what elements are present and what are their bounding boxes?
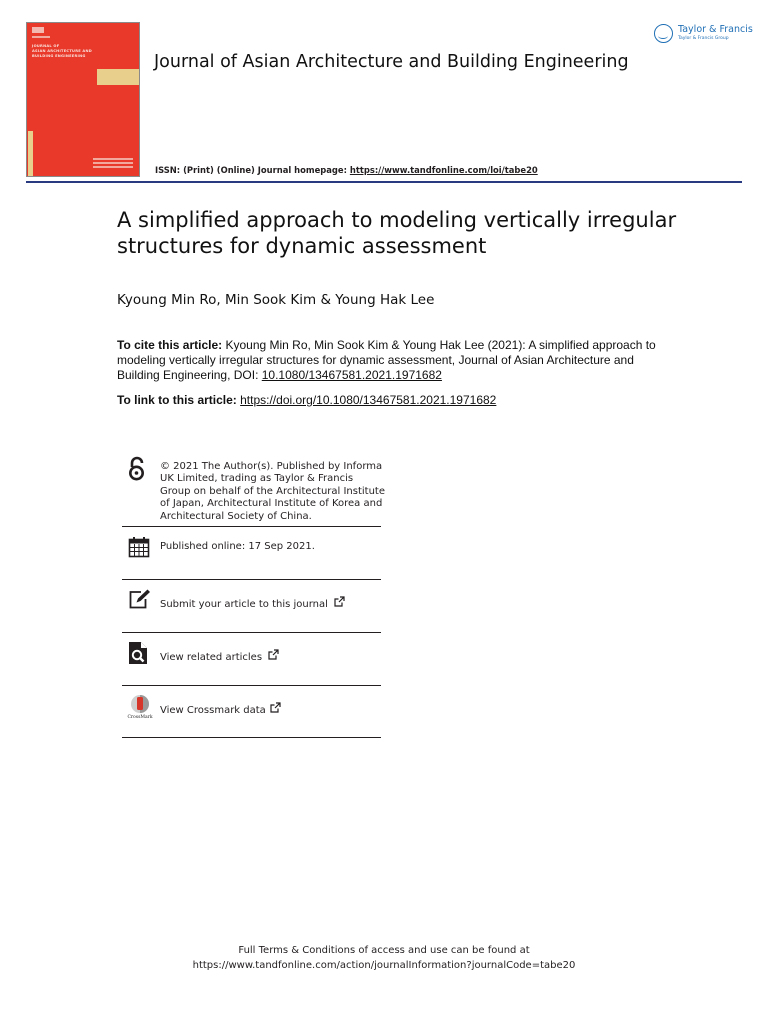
divider — [122, 526, 381, 527]
article-authors: Kyoung Min Ro, Min Sook Kim & Young Hak Lee — [117, 292, 435, 308]
article-doi-url-link[interactable]: https://doi.org/10.1080/13467581.2021.1971682 — [240, 393, 497, 407]
crossmark-link[interactable] — [160, 702, 281, 717]
submit-article-link[interactable] — [160, 596, 345, 611]
article-link-line — [117, 393, 496, 407]
divider — [122, 737, 381, 738]
link-label: To link to this article: — [117, 393, 241, 407]
cover-text-line — [93, 166, 133, 168]
open-access-icon — [128, 456, 146, 482]
terms-footer — [0, 943, 768, 973]
terms-url[interactable]: https://www.tandfonline.com/action/journalInformation?journalCode=tabe20 — [192, 960, 576, 971]
cover-text-line — [93, 158, 133, 160]
publisher-group: Taylor & Francis Group — [678, 36, 729, 41]
cite-text: Kyoung Min Ro, Min Sook Kim & Young Hak Lee (2021): A simplified approach to modeling vertically irregular structures for dynamic assessment, Journal of Asian Architecture and Building Engineering, DOI: — [117, 338, 656, 382]
external-link-icon — [331, 599, 345, 610]
divider — [122, 632, 381, 633]
submit-article-label[interactable]: Submit your article to this journal — [160, 599, 328, 610]
publisher-name: Taylor & Francis — [678, 24, 753, 35]
related-articles-link[interactable] — [160, 649, 279, 664]
related-articles-search-icon[interactable] — [128, 641, 150, 663]
cover-journal-name: JOURNAL OF ASIAN ARCHITECTURE AND BUILDING ENGINEERING — [32, 44, 92, 59]
license-text: © 2021 The Author(s). Published by Informa UK Limited, trading as Taylor & Francis Group on behalf of the Architectural Institute of Japan, Architectural Institute of Korea and Architectural Society of China. — [160, 461, 386, 522]
cover-band — [97, 69, 140, 85]
journal-title: Journal of Asian Architecture and Building Engineering — [154, 52, 629, 72]
external-link-icon — [267, 705, 281, 716]
cite-label: To cite this article: — [117, 338, 223, 352]
citation-block — [117, 338, 662, 383]
article-title: A simplified approach to modeling vertically irregular structures for dynamic assessment — [117, 208, 677, 258]
published-online-date: Published online: 17 Sep 2021. — [160, 541, 315, 552]
cover-publisher-mark — [32, 36, 50, 38]
crossmark-icon[interactable] — [126, 694, 154, 722]
edit-icon[interactable] — [128, 588, 150, 610]
issn-line — [155, 165, 538, 175]
crossmark-icon-label: CrossMark — [127, 715, 153, 720]
divider — [122, 685, 381, 686]
terms-line: Full Terms & Conditions of access and use can be found at — [238, 945, 530, 956]
cover-stripe — [28, 131, 33, 177]
journal-cover-image — [26, 22, 140, 177]
calendar-icon — [128, 536, 150, 558]
doi-link[interactable]: 10.1080/13467581.2021.1971682 — [261, 368, 442, 382]
issn-text: ISSN: (Print) (Online) Journal homepage: — [155, 165, 350, 175]
divider — [122, 579, 381, 580]
related-articles-label[interactable]: View related articles — [160, 652, 263, 663]
header-divider — [26, 181, 742, 183]
journal-homepage-link[interactable]: https://www.tandfonline.com/loi/tabe20 — [349, 165, 538, 175]
taylor-francis-logo — [654, 22, 754, 48]
cover-publisher-logo — [32, 27, 44, 33]
publisher-logo-icon — [654, 24, 673, 43]
crossmark-label[interactable]: View Crossmark data — [160, 705, 266, 716]
external-link-icon — [265, 652, 279, 663]
cover-text-line — [93, 162, 133, 164]
